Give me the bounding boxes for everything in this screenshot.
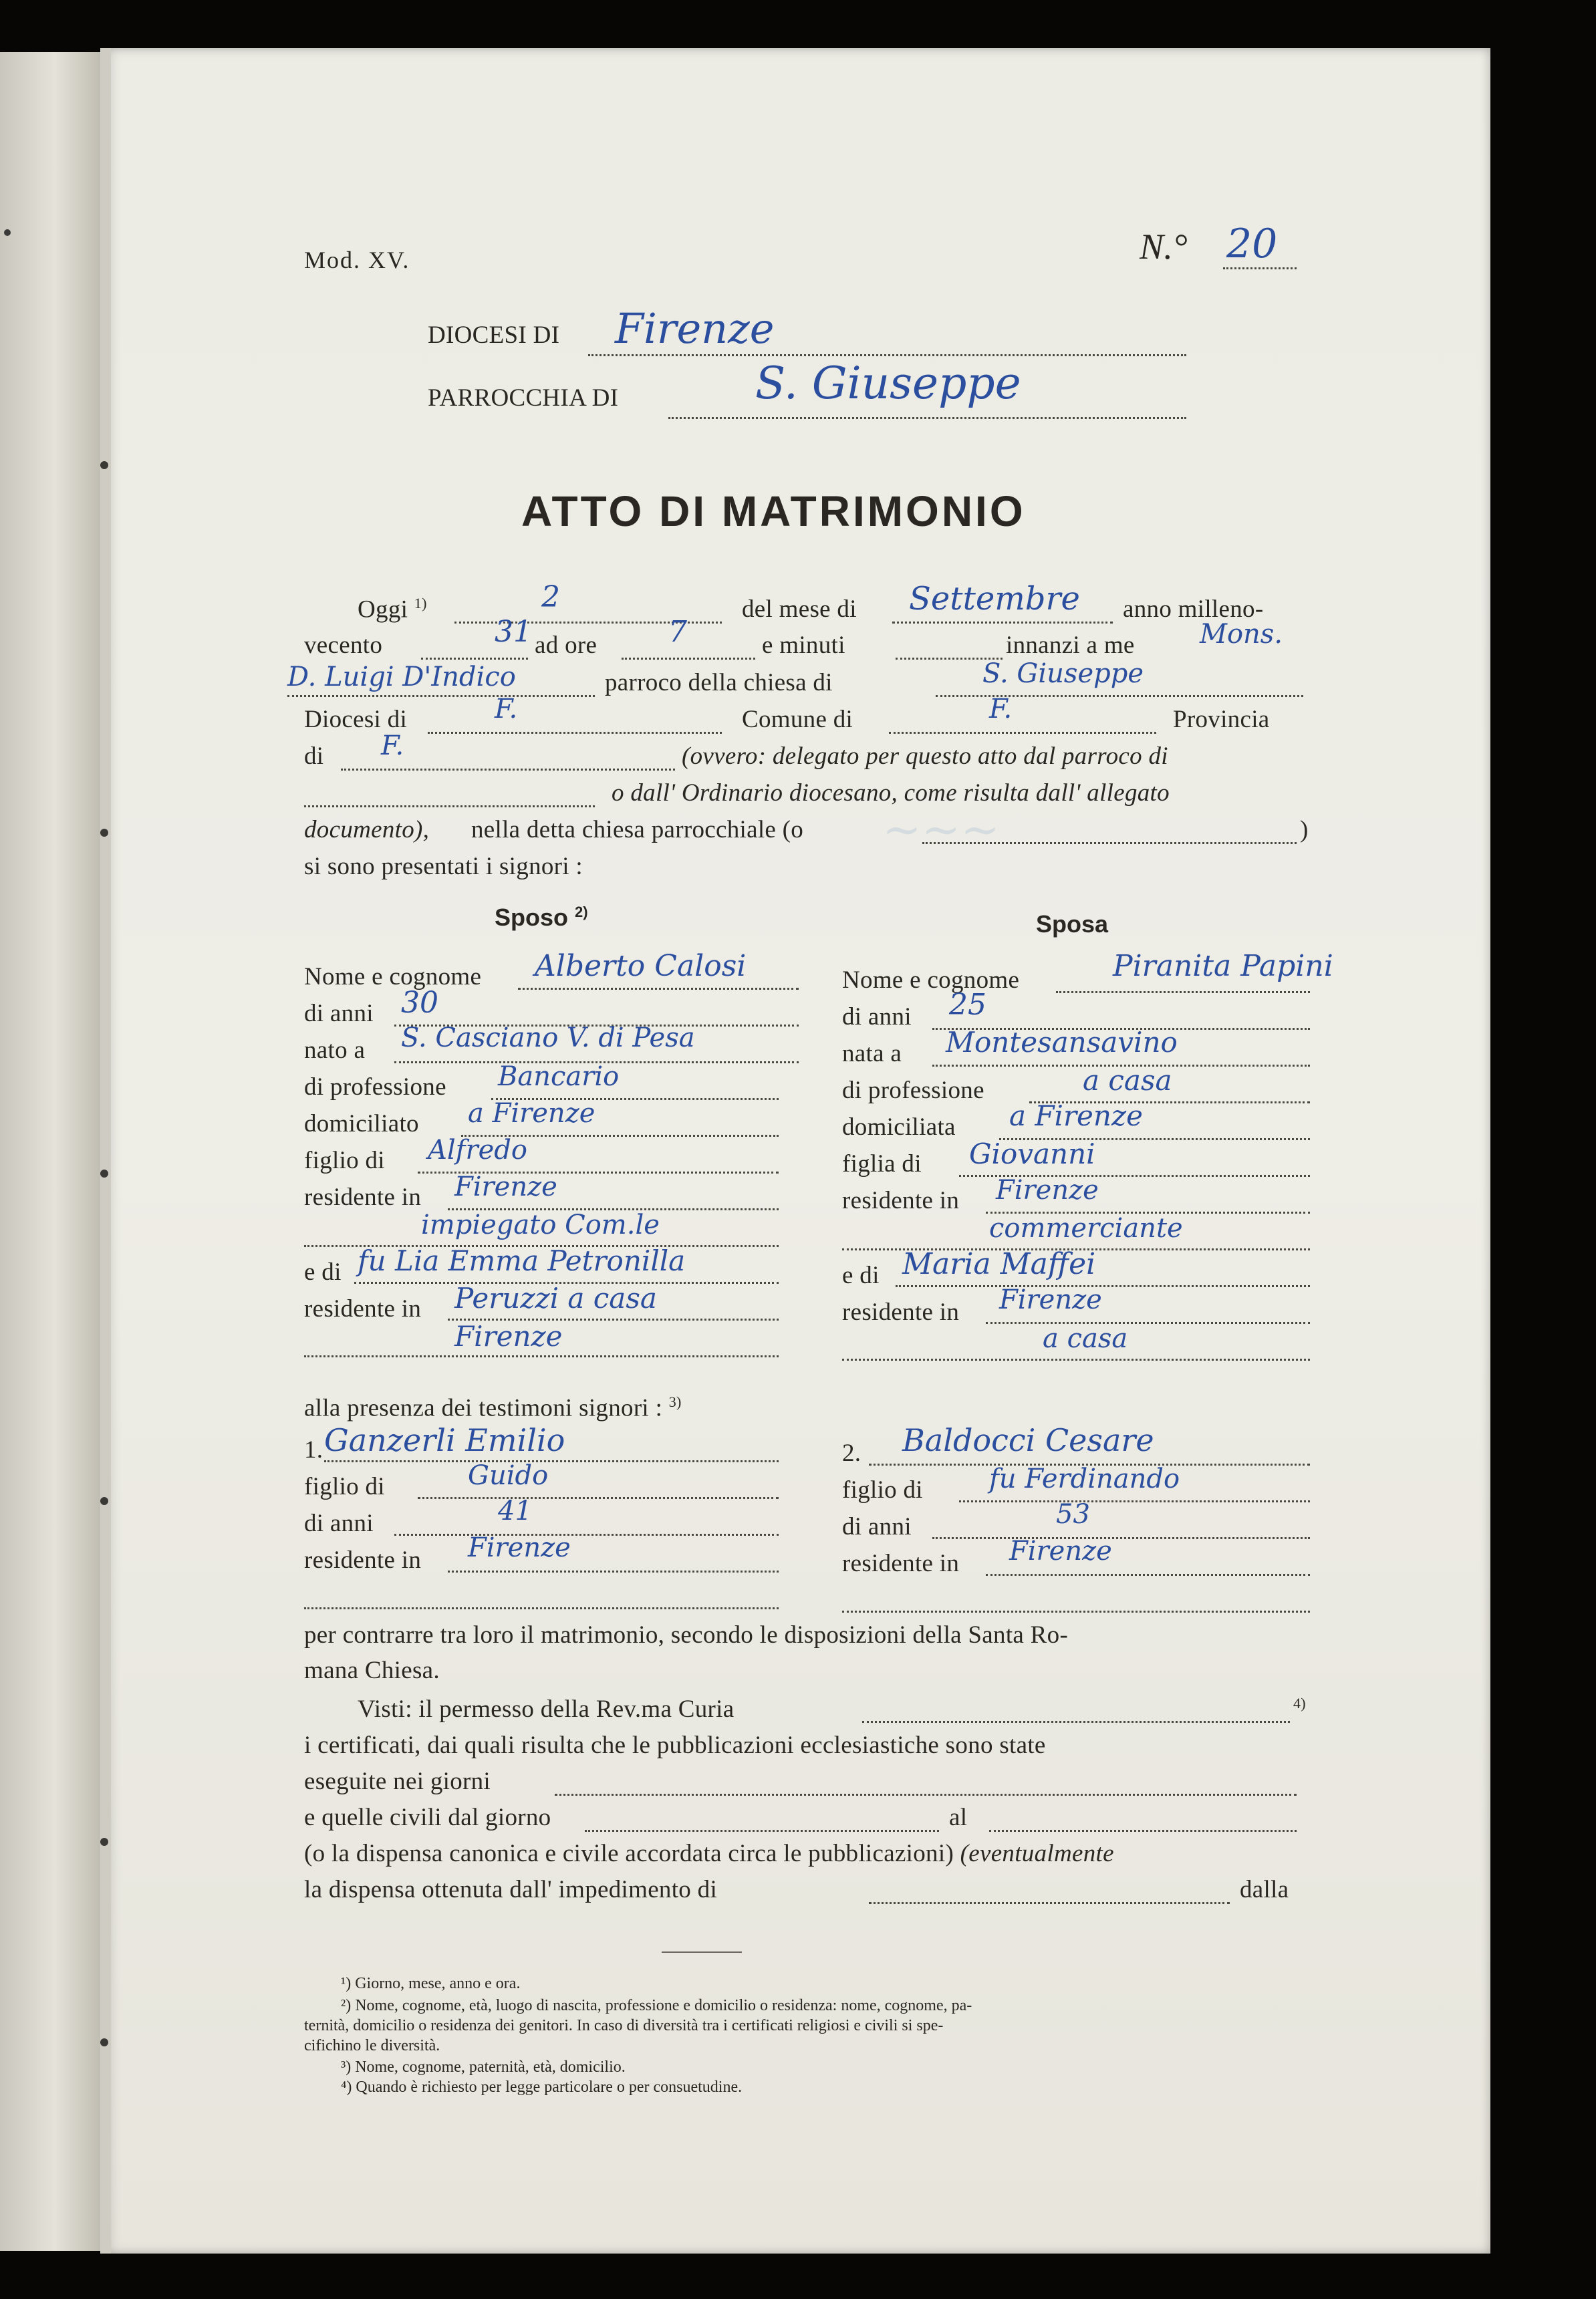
church-value: S. Giuseppe — [982, 658, 1144, 689]
documento-label: documento), — [304, 816, 430, 843]
day-value: 2 — [541, 580, 560, 614]
parish-line — [668, 417, 1186, 419]
presentati-label: si sono presentati i signori : — [304, 853, 583, 880]
bride-mother-line — [896, 1285, 1310, 1287]
groom-father-note: impiegato Com.le — [421, 1210, 660, 1240]
witness-1-age-label: di anni — [304, 1510, 374, 1537]
witnesses-intro-text: alla presenza dei testimoni signori : — [304, 1394, 663, 1422]
groom-father-res-label: residente in — [304, 1184, 422, 1211]
bride-mother-label: e di — [842, 1262, 880, 1289]
bride-birthplace: Montesansavino — [946, 1026, 1178, 1059]
ottenuta-label: la dispensa ottenuta dall' impedimento di — [304, 1876, 718, 1903]
close-paren: ) — [1300, 816, 1309, 843]
bride-profession-label: di professione — [842, 1077, 984, 1104]
groom-domicile-label: domiciliato — [304, 1110, 419, 1137]
nella-label: nella detta chiesa parrocchiale (o — [471, 816, 804, 843]
groom-birthplace-label: nato a — [304, 1037, 366, 1064]
witness-1-res-label: residente in — [304, 1546, 422, 1574]
witness-2-father-label: figlio di — [842, 1476, 923, 1504]
comune-line — [889, 732, 1156, 734]
bride-mother-residence: Firenze — [999, 1284, 1102, 1315]
witness-1-age-line — [394, 1534, 779, 1536]
witness-1-father: Guido — [468, 1460, 549, 1491]
witness-2-extra-line — [842, 1611, 1310, 1613]
month-value: Settembre — [909, 580, 1080, 618]
bride-mother-res2-line — [842, 1359, 1310, 1361]
diocese-line — [588, 354, 1186, 356]
bride-mother: Maria Maffei — [902, 1247, 1096, 1281]
witness-1-residence: Firenze — [468, 1532, 571, 1563]
celebrant-title: Mons. — [1200, 619, 1283, 650]
witness-2-age: 53 — [1056, 1499, 1090, 1530]
groom-mother: fu Lia Emma Petronilla — [358, 1244, 686, 1277]
footnote-1: ¹) Giorno, mese, anno e ora. — [341, 1975, 521, 1992]
comune-value: F. — [989, 694, 1013, 724]
oggi-footnote-ref: 1) — [414, 595, 427, 612]
bride-mother-residence-2: a casa — [1043, 1323, 1128, 1354]
witness-1-father-label: figlio di — [304, 1473, 385, 1500]
groom-profession: Bancario — [498, 1061, 620, 1092]
parish-value: S. Giuseppe — [755, 358, 1021, 409]
groom-heading-text: Sposo — [495, 904, 569, 931]
body-line-2: mana Chiesa. — [304, 1657, 440, 1684]
groom-name: Alberto Calosi — [535, 949, 747, 983]
vecento-label: vecento — [304, 632, 383, 659]
provincia-line — [341, 769, 675, 771]
witnesses-intro — [304, 1393, 682, 1422]
witness-2-res-label: residente in — [842, 1550, 960, 1577]
visti-footnote-text: 4) — [1293, 1695, 1306, 1712]
civili-to-line — [989, 1830, 1297, 1832]
al-label: al — [949, 1804, 968, 1831]
parish-label: PARROCCHIA DI — [428, 384, 619, 412]
comune-label: Comune di — [742, 706, 853, 733]
year-value: 31 — [495, 615, 532, 649]
bride-heading: Sposa — [1036, 910, 1109, 938]
bride-father-res-label: residente in — [842, 1187, 960, 1214]
civili-from-line — [585, 1830, 939, 1832]
bride-age: 25 — [949, 988, 986, 1022]
ad-ore-label: ad ore — [535, 632, 597, 659]
footnote-2a: ²) Nome, cognome, età, luogo di nascita, professione e domicilio o residenza: nome, cognome, pa- — [341, 1997, 972, 2014]
groom-age: 30 — [401, 986, 438, 1020]
groom-mother-residence: Peruzzi a casa — [454, 1282, 657, 1315]
bride-mother-res-label: residente in — [842, 1299, 960, 1326]
dispensa-line — [304, 1839, 1114, 1868]
impedimento-line — [869, 1902, 1230, 1904]
witness-2-res-line — [986, 1574, 1310, 1576]
bride-profession: a casa — [1083, 1064, 1172, 1097]
witness-2-number: 2. — [842, 1440, 861, 1467]
oggi-label — [358, 595, 427, 624]
witness-2-age-label: di anni — [842, 1513, 912, 1540]
eventualmente-text: (eventualmente — [960, 1840, 1114, 1867]
groom-profession-label: di professione — [304, 1073, 446, 1101]
di-label: di — [304, 742, 324, 770]
groom-birthplace: S. Casciano V. di Pesa — [401, 1023, 695, 1053]
witness-1-age: 41 — [498, 1496, 532, 1526]
groom-name-line — [518, 988, 799, 990]
diocese-label: DIOCESI DI — [428, 321, 560, 349]
previous-page-edge — [0, 52, 100, 2251]
diocesi-value: F. — [495, 694, 518, 724]
bride-name-line — [1056, 991, 1310, 993]
groom-mother-residence-2: Firenze — [454, 1320, 563, 1353]
bride-domicile: a Firenze — [1009, 1099, 1143, 1132]
bride-name: Piranita Papini — [1113, 949, 1333, 983]
stitch-hole — [100, 1497, 108, 1505]
ovvero-line-1: (ovvero: delegato per questo atto dal parroco di — [682, 742, 1168, 770]
month-line — [892, 622, 1113, 624]
eseguite-line — [555, 1794, 1297, 1796]
document-title: ATTO DI MATRIMONIO — [521, 487, 1026, 535]
bride-father-note: commerciante — [989, 1213, 1183, 1244]
stitch-hole — [100, 1170, 108, 1178]
provincia-label: Provincia — [1173, 706, 1270, 733]
witness-2-father-line — [959, 1500, 1310, 1502]
curia-line — [862, 1721, 1290, 1723]
visti-label: Visti: il permesso della Rev.ma Curia — [358, 1696, 735, 1723]
innanzi-label: innanzi a me — [1006, 632, 1135, 659]
hour-line — [622, 658, 755, 660]
chapel-line — [922, 842, 1297, 844]
number-value: 20 — [1226, 221, 1278, 267]
witness-1-name-line — [324, 1460, 779, 1462]
oggi-text: Oggi — [358, 595, 408, 624]
year-line — [421, 658, 528, 660]
bride-father: Giovanni — [969, 1137, 1095, 1170]
hour-value: 7 — [668, 615, 687, 649]
diocese-value: Firenze — [615, 304, 775, 353]
groom-heading — [495, 904, 588, 932]
binding-strip — [100, 48, 111, 2254]
bride-father-residence: Firenze — [996, 1175, 1099, 1206]
groom-footnote-ref: 2) — [575, 904, 588, 920]
witness-1-number: 1. — [304, 1436, 323, 1464]
groom-mother-res2-line — [304, 1355, 779, 1357]
celebrant-name: D. Luigi D'Indico — [287, 662, 516, 692]
witness-1-extra-line — [304, 1607, 779, 1609]
provincia-value: F. — [381, 730, 404, 761]
bride-name-label: Nome e cognome — [842, 966, 1020, 994]
stitch-hole — [100, 461, 108, 469]
footnote-2c: cifichino le diversità. — [304, 2037, 440, 2054]
dalla-label: dalla — [1240, 1876, 1289, 1903]
witness-1-father-line — [418, 1497, 779, 1499]
witness-2-age-line — [932, 1537, 1310, 1539]
witness-1-res-line — [448, 1571, 779, 1573]
month-label: del mese di — [742, 595, 857, 623]
number-line — [1223, 267, 1297, 269]
groom-mother-res-label: residente in — [304, 1295, 422, 1323]
groom-domicile: a Firenze — [468, 1098, 595, 1129]
groom-mother-label: e di — [304, 1258, 342, 1286]
groom-father-residence: Firenze — [454, 1172, 557, 1202]
model-label: Mod. XV. — [304, 247, 410, 273]
witness-2-name: Baldocci Cesare — [902, 1422, 1154, 1458]
groom-age-label: di anni — [304, 1000, 374, 1027]
minuti-label: e minuti — [762, 632, 845, 659]
diocesi-label: Diocesi di — [304, 706, 408, 733]
witness-1-name: Ganzerli Emilio — [324, 1422, 565, 1458]
eseguite-label: eseguite nei giorni — [304, 1768, 491, 1795]
dispensa-text: (o la dispensa canonica e civile accordata circa le pubblicazioni) — [304, 1840, 954, 1867]
stitch-hole — [100, 1838, 108, 1846]
ovvero-line-2: o dall' Ordinario diocesano, come risulta dall' allegato — [612, 779, 1170, 807]
body-line-1: per contrarre tra loro il matrimonio, secondo le disposizioni della Santa Ro- — [304, 1621, 1069, 1649]
witness-2-father: fu Ferdinando — [989, 1464, 1180, 1494]
bride-age-label: di anni — [842, 1003, 912, 1031]
bride-birthplace-label: nata a — [842, 1040, 902, 1067]
bleed-through-mark: ~~~ — [882, 802, 1000, 857]
bride-father-label: figlia di — [842, 1150, 922, 1178]
groom-father-label: figlio di — [304, 1147, 385, 1174]
witness-2-residence: Firenze — [1009, 1536, 1112, 1567]
witnesses-footnote-ref: 3) — [668, 1393, 682, 1410]
groom-father: Alfredo — [428, 1135, 527, 1166]
stitch-hole — [100, 829, 108, 837]
parroco-label: parroco della chiesa di — [605, 669, 833, 696]
anno-label: anno milleno- — [1123, 595, 1264, 623]
groom-name-label: Nome e cognome — [304, 963, 482, 990]
footnote-3: ³) Nome, cognome, paternità, età, domicilio. — [341, 2058, 626, 2076]
bride-mother-res-line — [986, 1322, 1310, 1324]
footnote-2b: ternità, domicilio o residenza dei genitori. In caso di diversità tra i certificati religiosi e civili si spe- — [304, 2017, 944, 2034]
delegate-line — [304, 805, 595, 807]
diocesi-line — [428, 732, 722, 734]
civili-label: e quelle civili dal giorno — [304, 1804, 551, 1831]
bride-domicile-label: domiciliata — [842, 1113, 956, 1141]
footnote-4: ⁴) Quando è richiesto per legge particolare o per consuetudine. — [341, 2078, 743, 2096]
certificati-line: i certificati, dai quali risulta che le pubblicazioni ecclesiastiche sono state — [304, 1732, 1046, 1759]
celebrant-line — [287, 695, 595, 697]
stitch-hole — [100, 2038, 108, 2046]
visti-footnote-ref — [1293, 1695, 1306, 1724]
number-label: N.° — [1140, 227, 1188, 267]
footnote-divider — [662, 1951, 742, 1953]
